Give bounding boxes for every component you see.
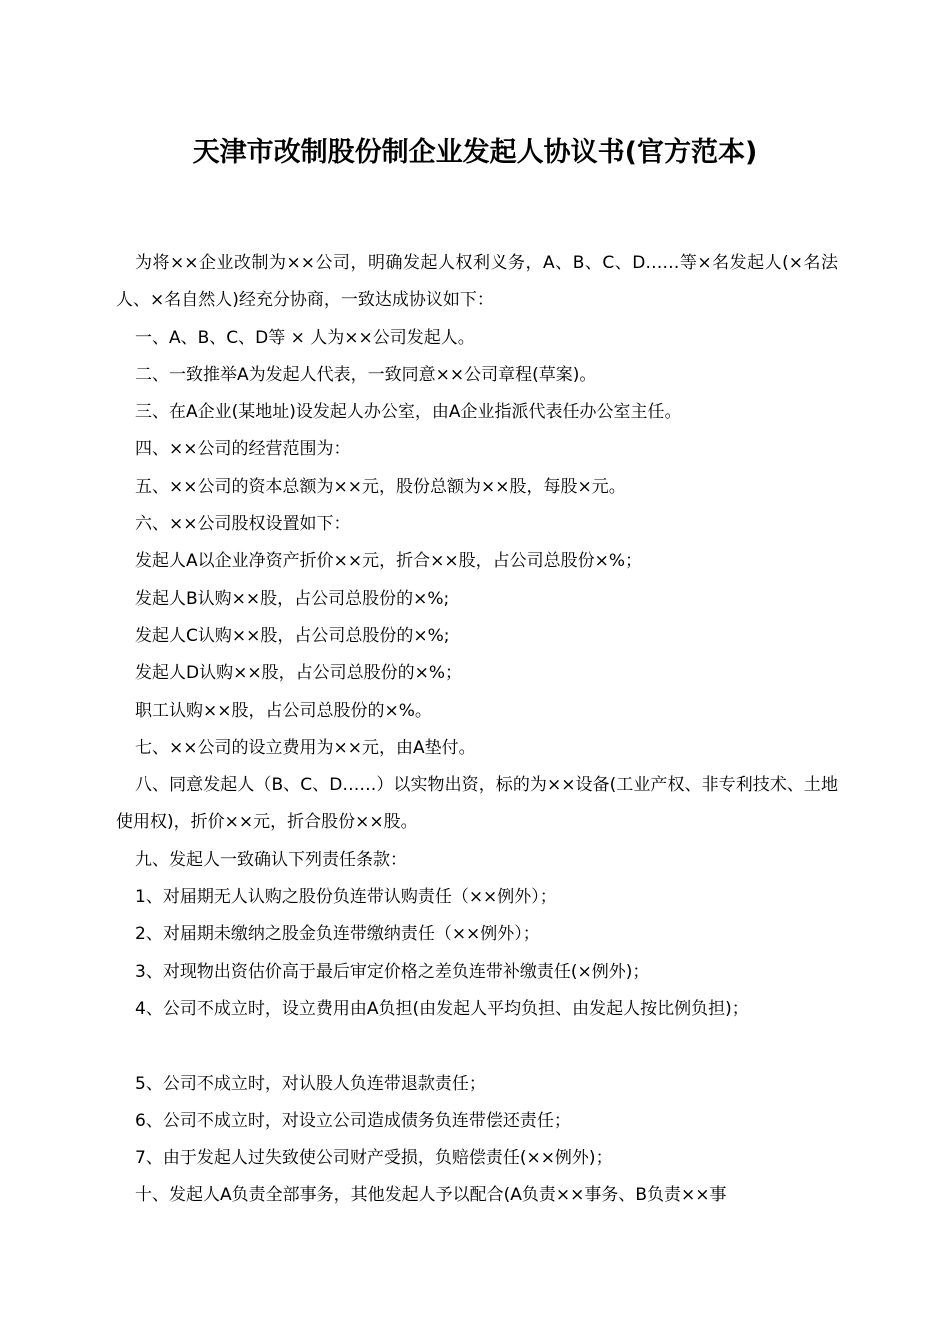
equity-line-b: 发起人B认购××股，占公司总股份的×%; [135,588,450,609]
clause-7: 七、××公司的设立费用为××元，由A垫付。 [135,737,476,758]
clause-4: 四、××公司的经营范围为： [135,439,351,460]
liability-item-1: 1、对届期无人认购之股份负连带认购责任（××例外）； [135,887,557,908]
clause-10: 十、发起人A负责全部事务，其他发起人予以配合(A负责××事务、B负责××事 [135,1185,727,1206]
clause-1: 一、A、B、C、D等 × 人为××公司发起人。 [135,327,475,348]
equity-line-c: 发起人C认购××股，占公司总股份的×%; [135,625,450,646]
liability-item-2: 2、对届期未缴纳之股金负连带缴纳责任（××例外）； [135,924,540,945]
clause-8: 八、同意发起人（B、C、D……）以实物出资，标的为××设备(工业产权、非专利技术、土地使用权)，折价××元，折合股份××股。 [116,775,838,833]
liability-item-7: 7、由于发起人过失致使公司财产受损，负赔偿责任(××例外)； [135,1148,613,1169]
equity-line-d: 发起人D认购××股，占公司总股份的×%； [135,663,462,684]
clause-9-heading: 九、发起人一致确认下列责任条款： [135,849,407,870]
intro-paragraph: 为将××企业改制为××公司，明确发起人权利义务，A、B、C、D……等×名发起人(×名法人、×名自然人)经充分协商，一致达成协议如下： [116,253,838,311]
equity-line-staff: 职工认购××股，占公司总股份的×%。 [135,700,432,721]
clause-6: 六、××公司股权设置如下： [135,514,351,535]
liability-item-6: 6、公司不成立时，对设立公司造成债务负连带偿还责任； [135,1110,571,1131]
clause-5: 五、××公司的资本总额为××元，股份总额为××股，每股×元。 [135,476,626,497]
liability-item-5: 5、公司不成立时，对认股人负连带退款责任； [135,1073,486,1094]
blank-line [116,1028,838,1065]
clause-3: 三、在A企业(某地址)设发起人办公室，由A企业指派代表任办公室主任。 [135,402,682,423]
document-body [116,245,838,1215]
liability-item-3: 3、对现物出资估价高于最后审定价格之差负连带补缴责任(×例外)； [135,961,650,982]
equity-line-a: 发起人A以企业净资产折价××元，折合××股，占公司总股份×%； [135,551,643,572]
clause-2: 二、一致推举A为发起人代表，一致同意××公司章程(草案)。 [135,364,597,385]
document-title: 天津市改制股份制企业发起人协议书(官方范本) [192,137,758,168]
liability-item-4: 4、公司不成立时，设立费用由A负担(由发起人平均负担、由发起人按比例负担)； [135,998,749,1019]
